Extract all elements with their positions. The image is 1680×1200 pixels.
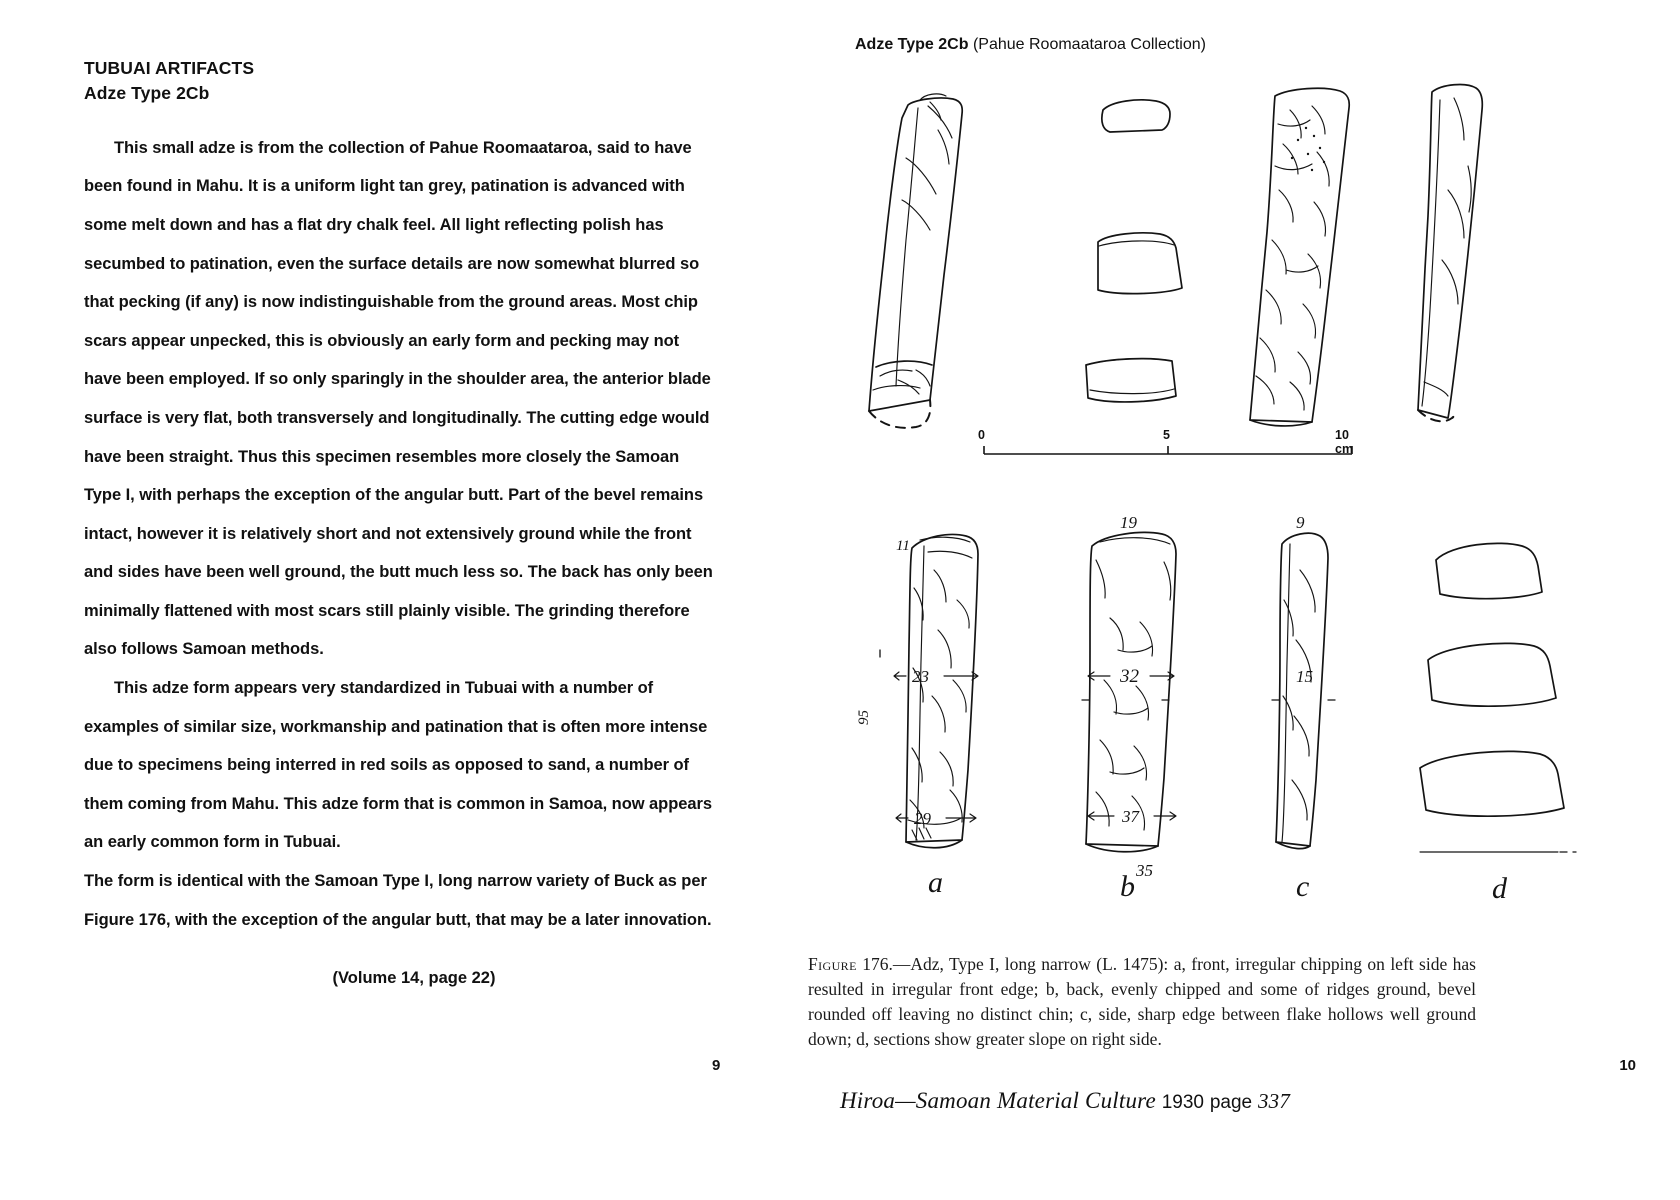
adze-side-view: [1418, 85, 1482, 422]
figure-heading-collection: (Pahue Roomaataroa Collection): [972, 36, 1206, 53]
measure-9: 9: [1296, 513, 1305, 532]
adze-back-view: [1250, 88, 1349, 426]
scale-bar-svg: [980, 440, 1370, 470]
left-page-content: [84, 56, 718, 988]
figure-letter-d: d: [1492, 872, 1507, 905]
figure-caption-label: Figure: [808, 954, 857, 974]
page-title-line1: TUBUAI ARTIFACTS: [84, 58, 255, 78]
figure-view-b: [1082, 513, 1176, 903]
figure-caption: [808, 952, 1476, 1052]
scale-bar: [978, 428, 1370, 470]
paragraph-3: The form is identical with the Samoan Type I, long narrow variety of Buck as per Figure 176, with the exception of the angular butt, that may be a later innovation.: [84, 872, 712, 929]
figure-view-c: [1272, 513, 1340, 903]
measure-29: 29: [914, 809, 931, 828]
source-title: Hiroa—Samoan Material Culture: [840, 1088, 1156, 1113]
figure-letter-b: b: [1120, 870, 1135, 903]
measure-95: 95: [856, 710, 872, 725]
measure-32: 32: [1120, 666, 1139, 687]
figure-caption-text: 176.—Adz, Type I, long narrow (L. 1475): a, front, irregular chipping on left side has resulted in irregular front edge; b, back, evenly chipped and some of ridges ground, bevel rounded off leaving no distinct chin; c, side, sharp edge between flake hollows well ground down; d, sections show greater slope on right side.: [808, 954, 1476, 1049]
figure-176-plate: [820, 500, 1650, 920]
measure-35: 35: [1136, 861, 1153, 880]
measure-23: 23: [912, 667, 929, 686]
page-title-line2: Adze Type 2Cb: [84, 83, 210, 104]
paragraph-1: This small adze is from the collection of Pahue Roomaataroa, said to have been found in Mahu. It is a uniform light tan grey, patination is advanced with some melt down and has a flat dry chalk feel. All light reflecting polish has secumbed to patination, even the surface details are now somewhat blurred so that pecking (if any) is now indistinguishable from the ground areas. Most chip scars appear unpecked, this is obviously an early form and pecking may not have been employed. If so only sparingly in the shoulder area, the anterior blade surface is very flat, both transversely and longitudinally. The cutting edge would have been straight. Thus this specimen resembles more closely the Samoan Type I, with perhaps the exception of the angular butt. Part of the bevel remains intact, however it is relatively short and not extensively ground while the front and sides have been well ground, the butt much less so. The back has only been minimally flattened with most scars still plainly visible. The grinding therefore also follows Samoan methods.: [84, 138, 718, 659]
adze-views-svg-top: [820, 70, 1650, 440]
left-page: [0, 0, 800, 1200]
figure-176-svg: [820, 500, 1650, 920]
figure-letter-c: c: [1296, 870, 1310, 903]
figure-view-a: [856, 535, 978, 900]
measure-37: 37: [1122, 807, 1139, 826]
adze-sections-column: [1086, 100, 1182, 402]
folio-right: 10: [1619, 1057, 1636, 1074]
source-year: 1930: [1161, 1092, 1204, 1113]
source-attribution: [840, 1088, 1540, 1114]
measure-15: 15: [1296, 667, 1313, 686]
figure-heading-bold: Adze Type 2Cb: [855, 36, 969, 53]
body-text: [84, 129, 718, 988]
page-title: [84, 56, 714, 107]
adze-front-view: [869, 94, 962, 428]
right-page: [800, 0, 1680, 1200]
paragraph-2: This adze form appears very standardized in Tubuai with a number of examples of similar size, workmanship and patination that is often more intense due to specimens being interred in red soils as opposed to sand, a number of them coming from Mahu. This adze form that is common in Samoa, now appears an early common form in Tubuai.: [84, 679, 717, 852]
scale-label-5: 5: [1163, 428, 1170, 442]
figure-view-d-sections: [1420, 543, 1576, 905]
measure-19: 19: [1120, 513, 1137, 532]
adze-drawing-plate-top: [820, 70, 1650, 440]
figure-letter-a: a: [928, 866, 943, 899]
measure-11: 11: [896, 538, 910, 554]
scale-label-0: 0: [978, 428, 985, 442]
folio-left: 9: [712, 1057, 721, 1074]
scale-label-10cm: 10 cm: [1335, 428, 1354, 456]
volume-note: (Volume 14, page 22): [332, 969, 496, 988]
figure-heading: [855, 36, 1206, 54]
source-page-label: page: [1209, 1092, 1253, 1113]
source-page-number: 337: [1257, 1089, 1291, 1113]
